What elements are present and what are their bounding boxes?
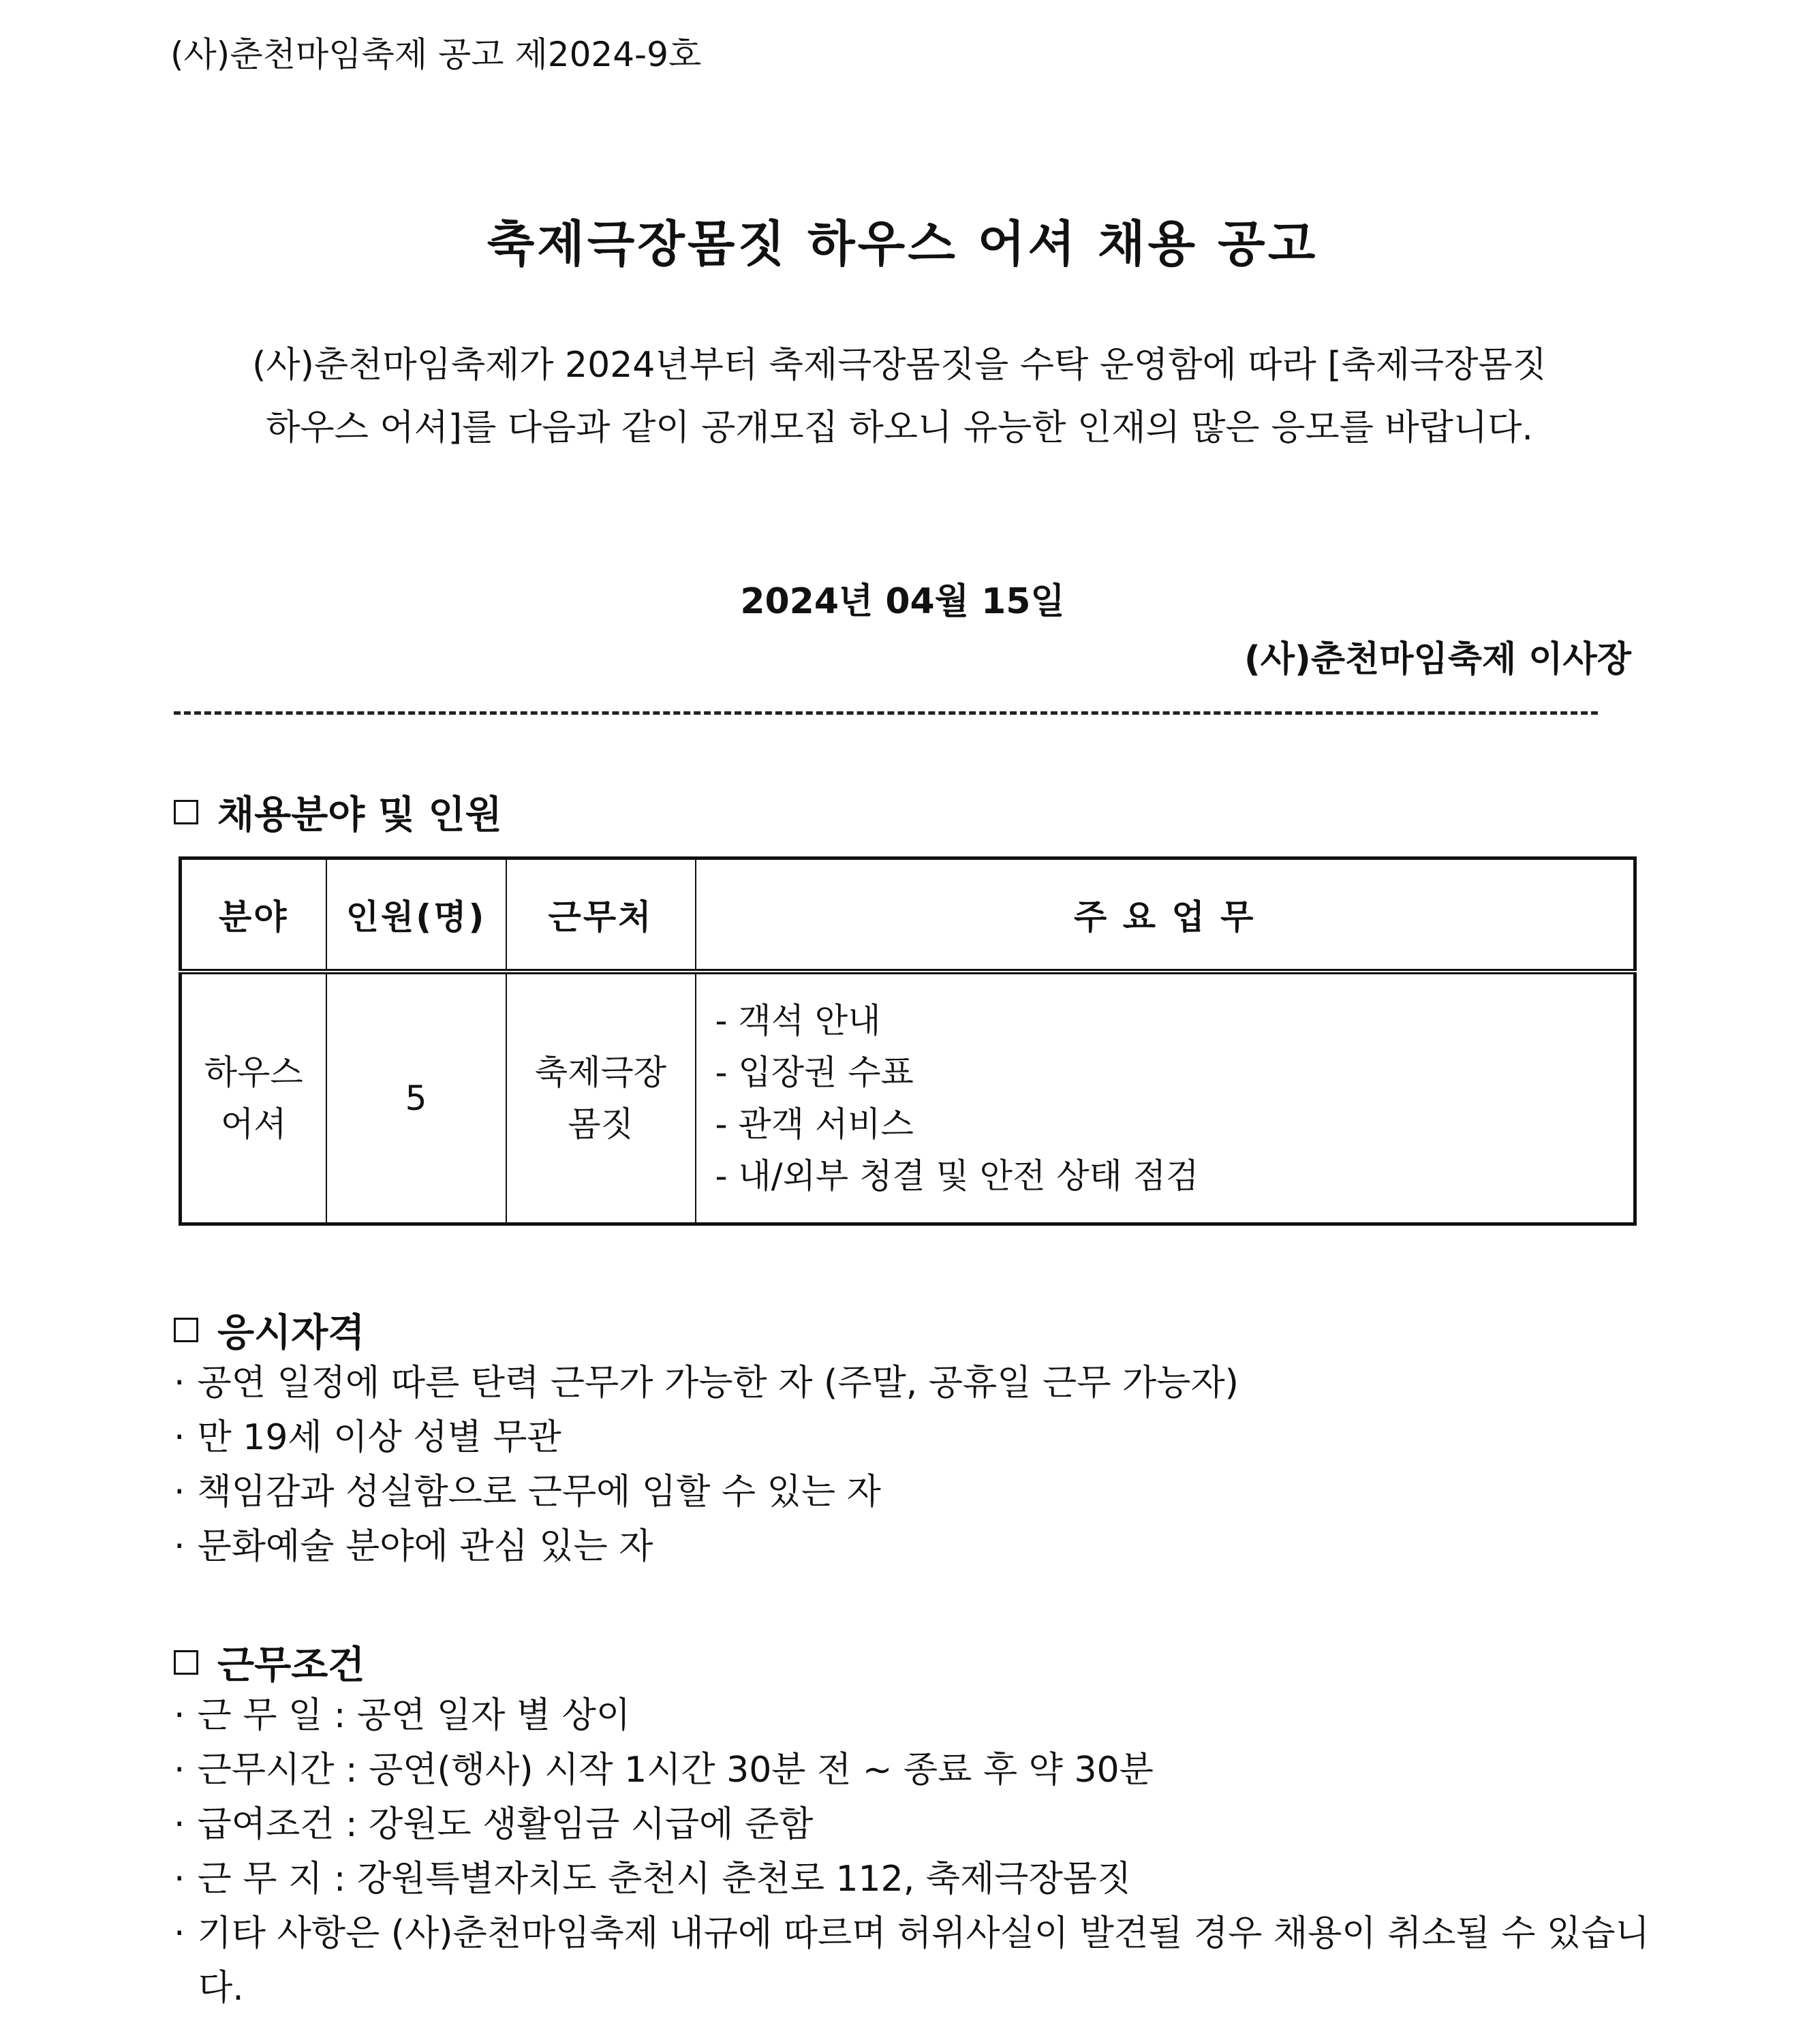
notice-date: 2024년 04월 15일 [740, 581, 1065, 622]
checkbox-icon [174, 1650, 198, 1675]
conditions-heading-text: 근무조건 [217, 1643, 365, 1688]
cell-headcount: 5 [326, 972, 506, 1224]
intro-line-1: (사)춘천마임축제가 2024년부터 축제극장몸짓을 수탁 운영함에 따라 [축제극장몸짓 [252, 345, 1547, 386]
qualifications-heading [174, 1303, 365, 1357]
workplace-line-1: 축제극장 [534, 1053, 667, 1092]
conditions-heading [174, 1635, 365, 1690]
issuer: (사)춘천마임축제 이사장 [1244, 639, 1631, 680]
cell-field [181, 972, 326, 1224]
col-header-duties: 주 요 업 무 [696, 858, 1635, 972]
qualifications-list [174, 1356, 1239, 1574]
intro-line-2: 하우스 어셔]를 다음과 같이 공개모집 하오니 유능한 인재의 많은 응모를 바랍니다. [266, 407, 1533, 448]
duty-item: - 내/외부 청결 및 안전 상태 점검 [715, 1156, 1199, 1196]
cell-duties [696, 972, 1635, 1224]
dashed-divider [174, 711, 1598, 715]
intro-paragraph [136, 334, 1663, 459]
col-header-workplace: 근무처 [506, 858, 696, 972]
field-line-2: 어셔 [220, 1104, 287, 1144]
list-item: · 공연 일정에 따른 탄력 근무가 가능한 자 (주말, 공휴일 근무 가능자) [174, 1363, 1239, 1404]
field-line-1: 하우스 [204, 1053, 303, 1092]
col-header-field: 분야 [181, 858, 326, 972]
qualifications-heading-text: 응시자격 [217, 1311, 365, 1355]
conditions-list [174, 1688, 1650, 2015]
checkbox-icon [174, 1318, 198, 1342]
list-item: · 책임감과 성실함으로 근무에 임할 수 있는 자 [174, 1472, 881, 1513]
col-header-headcount: 인원(명) [326, 858, 506, 972]
list-item: · 급여조건 : 강원도 생활임금 시급에 준함 [174, 1804, 814, 1845]
list-item: · 문화예술 분야에 관심 있는 자 [174, 1526, 653, 1567]
list-item: · 근 무 지 : 강원특별자치도 춘천시 춘천로 112, 축제극장몸짓 [174, 1859, 1132, 1900]
table-header-row [181, 858, 1635, 972]
notice-number: (사)춘천마임축제 공고 제2024-9호 [170, 35, 702, 74]
duty-item: - 객석 안내 [715, 1001, 881, 1040]
duty-item: - 관객 서비스 [715, 1104, 914, 1144]
positions-heading [174, 785, 502, 839]
list-item: · 기타 사항은 (사)춘천마임축제 내규에 따르며 허위사실이 발견될 경우 채용이 취소될 수 있습니 다. [174, 1913, 1650, 2009]
positions-heading-text: 채용분야 및 인원 [217, 793, 502, 837]
list-item: · 만 19세 이상 성별 무관 [174, 1417, 561, 1458]
checkbox-icon [174, 800, 198, 824]
cell-workplace [506, 972, 696, 1224]
page-title: 축제극장몸짓 하우스 어셔 채용 공고 [487, 215, 1318, 273]
positions-table [179, 856, 1637, 1226]
table-row [181, 972, 1635, 1224]
list-item: · 근무시간 : 공연(행사) 시작 1시간 30분 전 ~ 종료 후 약 30분 [174, 1750, 1154, 1791]
list-item: · 근 무 일 : 공연 일자 별 상이 [174, 1695, 631, 1736]
workplace-line-2: 몸짓 [568, 1104, 634, 1144]
duty-item: - 입장권 수표 [715, 1053, 914, 1092]
